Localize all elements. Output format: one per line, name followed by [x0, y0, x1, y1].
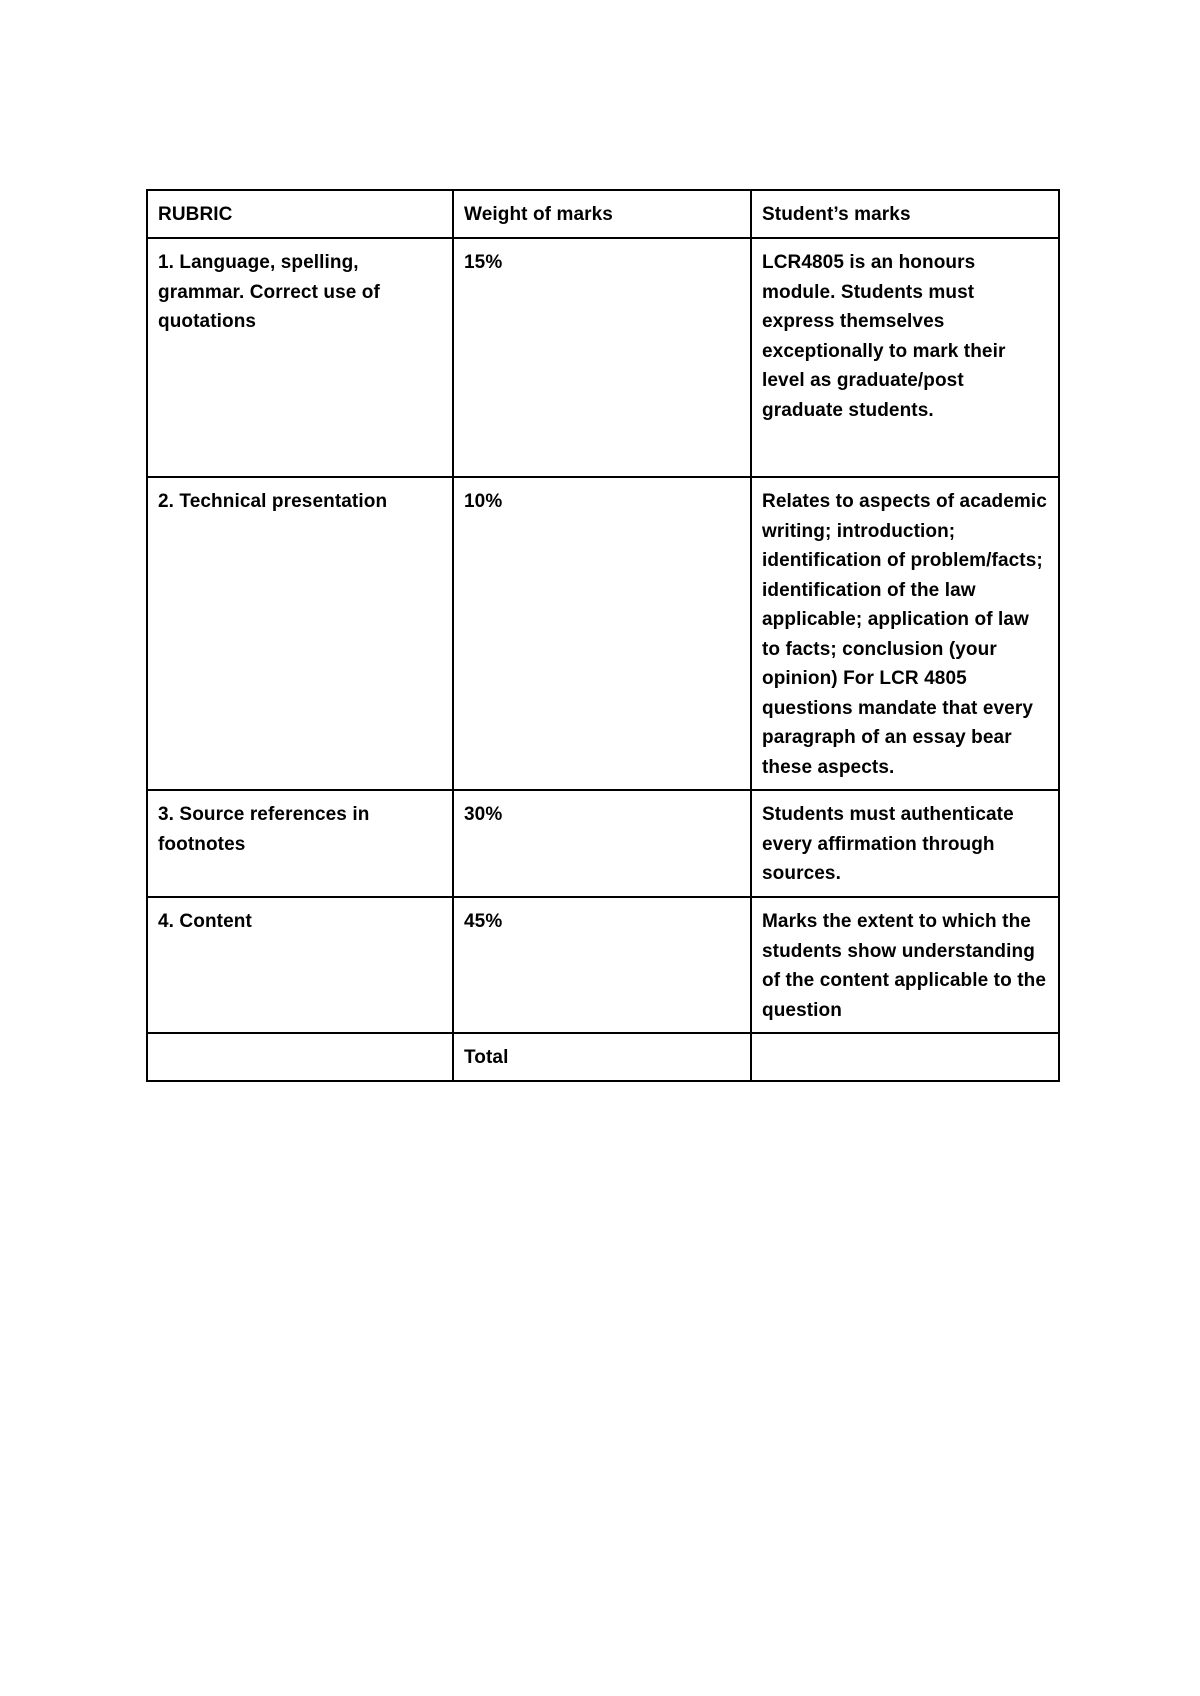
description-cell: Students must authenticate every affirmation through sources. — [751, 790, 1059, 897]
description-cell: Relates to aspects of academic writing; introduction; identification of problem/facts; identification of the law applicable; application of law to facts; conclusion (your opinion) For LCR 4805 questions mandate that every paragraph of an essay bear these aspects. — [751, 477, 1059, 790]
weight-cell: 45% — [453, 897, 751, 1033]
table-header-row — [147, 190, 1059, 238]
total-empty-cell — [147, 1033, 453, 1081]
criterion-cell: 4. Content — [147, 897, 453, 1033]
total-value-cell — [751, 1033, 1059, 1081]
criterion-cell: 1. Language, spelling, grammar. Correct use of quotations — [147, 238, 453, 477]
description-cell: LCR4805 is an honours module. Students must express themselves exceptionally to mark their level as graduate/post graduate students. — [751, 238, 1059, 477]
criterion-cell: 2. Technical presentation — [147, 477, 453, 790]
total-label-cell: Total — [453, 1033, 751, 1081]
header-students-marks: Student’s marks — [751, 190, 1059, 238]
weight-cell: 30% — [453, 790, 751, 897]
weight-cell: 15% — [453, 238, 751, 477]
weight-cell: 10% — [453, 477, 751, 790]
header-rubric: RUBRIC — [147, 190, 453, 238]
total-row — [147, 1033, 1059, 1081]
table-row — [147, 790, 1059, 897]
table-row — [147, 897, 1059, 1033]
description-cell: Marks the extent to which the students show understanding of the content applicable to the question — [751, 897, 1059, 1033]
table-row — [147, 238, 1059, 477]
table-row — [147, 477, 1059, 790]
criterion-cell: 3. Source references in footnotes — [147, 790, 453, 897]
rubric-table — [146, 189, 1060, 1082]
header-weight-of-marks: Weight of marks — [453, 190, 751, 238]
